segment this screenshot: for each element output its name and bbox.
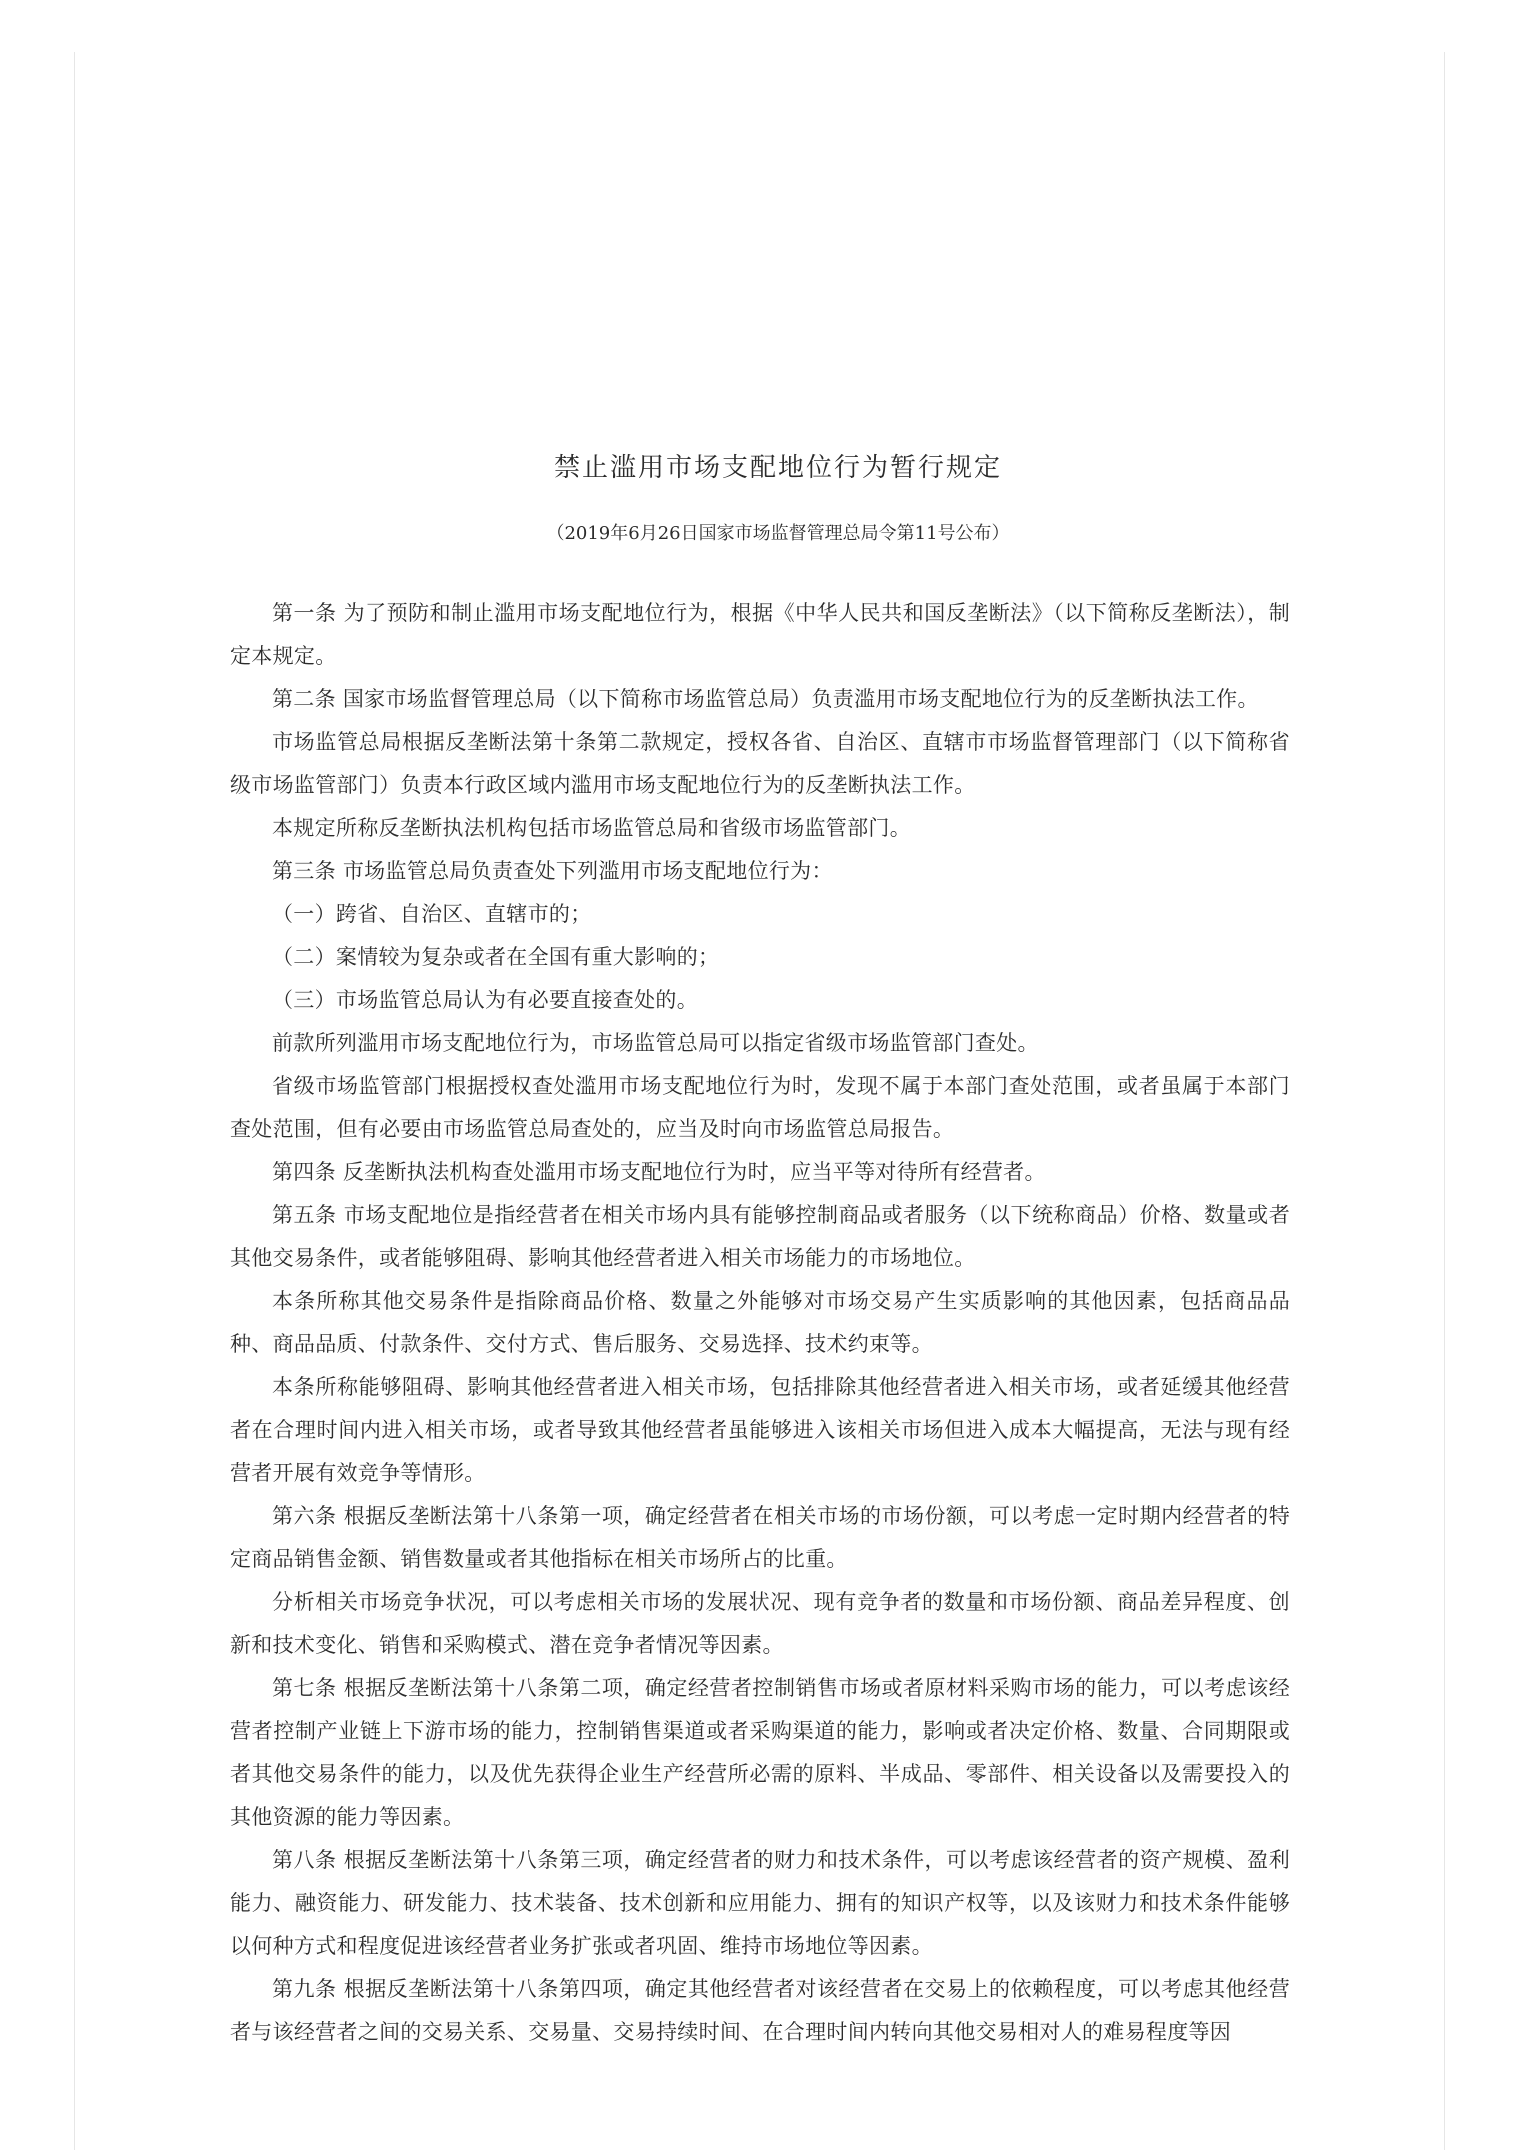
paragraph: 省级市场监管部门根据授权查处滥用市场支配地位行为时，发现不属于本部门查处范围，或者虽属于本部门查处范围，但有必要由市场监管总局查处的，应当及时向市场监管总局报告。 [230,1074,1290,1141]
list-item: （三）市场监管总局认为有必要直接查处的。 [272,988,698,1012]
page-border-right [1444,52,1445,2150]
paragraph-article-1: 第一条 为了预防和制止滥用市场支配地位行为，根据《中华人民共和国反垄断法》（以下简称反垄断法），制定本规定。 [230,601,1290,668]
page-border-left [74,52,75,2150]
document-page [230,438,1290,2054]
document-subtitle: （2019年6月26日国家市场监督管理总局令第11号公布） [546,523,1010,544]
document-body [230,592,1290,2054]
list-item: （二）案情较为复杂或者在全国有重大影响的； [272,945,720,969]
paragraph-article-3: 第三条 市场监管总局负责查处下列滥用市场支配地位行为： [272,859,833,883]
paragraph: 前款所列滥用市场支配地位行为，市场监管总局可以指定省级市场监管部门查处。 [272,1031,1039,1055]
paragraph-article-7: 第七条 根据反垄断法第十八条第二项，确定经营者控制销售市场或者原材料采购市场的能力，可以考虑该经营者控制产业链上下游市场的能力，控制销售渠道或者采购渠道的能力，影响或者决定价格、数量、合同期限或者其他交易条件的能力，以及优先获得企业生产经营所必需的原料、半成品、零部件、相关设备以及需要投入的其他资源的能力等因素。 [230,1676,1290,1829]
paragraph: 本条所称能够阻碍、影响其他经营者进入相关市场，包括排除其他经营者进入相关市场，或者延缓其他经营者在合理时间内进入相关市场，或者导致其他经营者虽能够进入该相关市场但进入成本大幅提高，无法与现有经营者开展有效竞争等情形。 [230,1375,1290,1485]
paragraph-article-4: 第四条 反垄断执法机构查处滥用市场支配地位行为时，应当平等对待所有经营者。 [272,1160,1046,1184]
paragraph: 市场监管总局根据反垄断法第十条第二款规定，授权各省、自治区、直辖市市场监督管理部门（以下简称省级市场监管部门）负责本行政区域内滥用市场支配地位行为的反垄断执法工作。 [230,730,1290,797]
paragraph-article-8: 第八条 根据反垄断法第十八条第三项，确定经营者的财力和技术条件，可以考虑该经营者的资产规模、盈利能力、融资能力、研发能力、技术装备、技术创新和应用能力、拥有的知识产权等，以及该财力和技术条件能够以何种方式和程度促进该经营者业务扩张或者巩固、维持市场地位等因素。 [230,1848,1290,1958]
paragraph: 分析相关市场竞争状况，可以考虑相关市场的发展状况、现有竞争者的数量和市场份额、商品差异程度、创新和技术变化、销售和采购模式、潜在竞争者情况等因素。 [230,1590,1290,1657]
paragraph-article-9: 第九条 根据反垄断法第十八条第四项，确定其他经营者对该经营者在交易上的依赖程度，可以考虑其他经营者与该经营者之间的交易关系、交易量、交易持续时间、在合理时间内转向其他交易相对人的难易程度等因 [230,1977,1290,2044]
document-title: 禁止滥用市场支配地位行为暂行规定 [553,453,1002,483]
list-item: （一）跨省、自治区、直辖市的； [272,902,592,926]
paragraph-article-5: 第五条 市场支配地位是指经营者在相关市场内具有能够控制商品或者服务（以下统称商品）价格、数量或者其他交易条件，或者能够阻碍、影响其他经营者进入相关市场能力的市场地位。 [230,1203,1290,1270]
paragraph: 本条所称其他交易条件是指除商品价格、数量之外能够对市场交易产生实质影响的其他因素，包括商品品种、商品品质、付款条件、交付方式、售后服务、交易选择、技术约束等。 [230,1289,1290,1356]
paragraph: 本规定所称反垄断执法机构包括市场监管总局和省级市场监管部门。 [272,816,911,840]
paragraph-article-6: 第六条 根据反垄断法第十八条第一项，确定经营者在相关市场的市场份额，可以考虑一定时期内经营者的特定商品销售金额、销售数量或者其他指标在相关市场所占的比重。 [230,1504,1290,1571]
paragraph-article-2: 第二条 国家市场监督管理总局（以下简称市场监管总局）负责滥用市场支配地位行为的反垄断执法工作。 [272,687,1259,711]
